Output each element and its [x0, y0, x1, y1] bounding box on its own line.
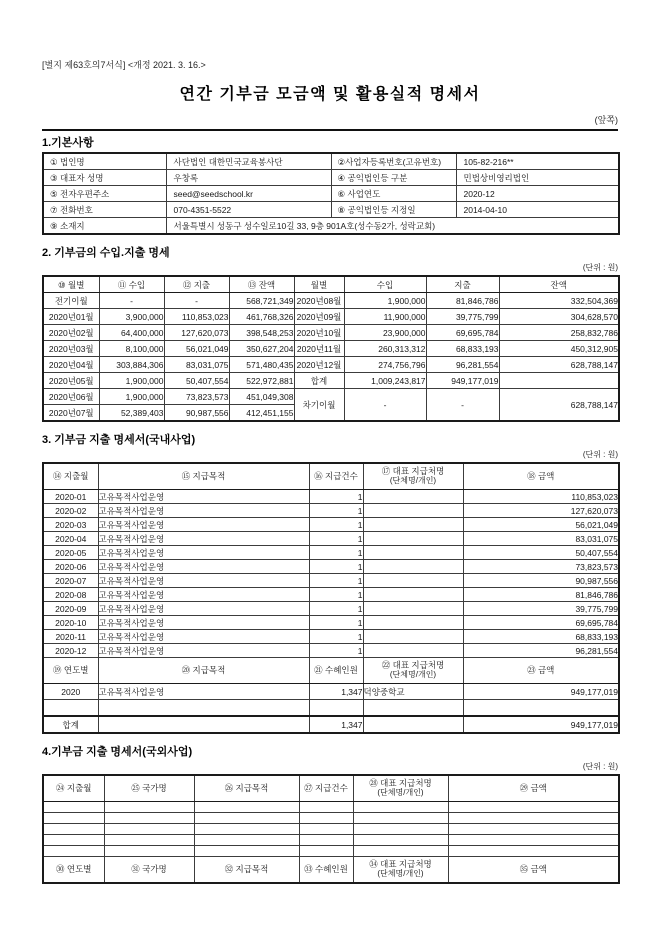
col-payee: ㉘ 대표 지급처명 (단체명/개인) — [353, 775, 448, 802]
payee-cell — [363, 490, 463, 504]
col-amount: ⑱ 금액 — [463, 463, 619, 490]
col-expense: 지출 — [426, 276, 499, 293]
col-beneficiaries: ㉑ 수혜인원 — [309, 658, 363, 684]
count-cell: 1 — [309, 616, 363, 630]
total-income-cell: 1,009,243,817 — [344, 373, 426, 389]
income-cell: 11,900,000 — [344, 309, 426, 325]
amount-cell: 56,021,049 — [463, 518, 619, 532]
purpose-cell: 고유목적사업운영 — [98, 644, 309, 658]
section4-heading: 4.기부금 지출 명세서(국외사업) — [42, 746, 193, 758]
empty-cell — [309, 700, 363, 717]
empty-cell — [353, 802, 448, 813]
field-label: ⑥ 사업연도 — [331, 186, 456, 202]
col-beneficiaries: ㉝ 수혜인원 — [299, 857, 353, 884]
domestic-month-row — [43, 588, 619, 602]
month-cell: 2020-12 — [43, 644, 98, 658]
empty-cell — [104, 835, 194, 846]
donation-flow-table — [42, 275, 620, 422]
empty-cell — [98, 716, 309, 733]
purpose-cell: 고유목적사업운영 — [98, 504, 309, 518]
payee-cell — [363, 504, 463, 518]
expense-cell: 96,281,554 — [426, 357, 499, 373]
balance-cell: 258,832,786 — [499, 325, 619, 341]
empty-cell — [194, 835, 299, 846]
flow-row — [43, 309, 619, 325]
payee-cell — [363, 560, 463, 574]
total-expense-cell: 949,177,019 — [426, 373, 499, 389]
empty-row — [43, 835, 619, 846]
income-cell: 260,313,312 — [344, 341, 426, 357]
expense-cell: 56,021,049 — [164, 341, 229, 357]
col-payment-purpose: ㉜ 지급목적 — [194, 857, 299, 884]
col-income: ⑪ 수입 — [99, 276, 164, 293]
page-title: 연간 기부금 모금액 및 활용실적 명세서 — [179, 86, 481, 103]
col-expense: ⑫ 지출 — [164, 276, 229, 293]
month-cell: 2020-08 — [43, 588, 98, 602]
overseas-month-header-row — [43, 775, 619, 802]
balance-cell: 412,451,155 — [229, 405, 294, 422]
domestic-month-row — [43, 560, 619, 574]
field-label: ④ 공익법인등 구분 — [331, 170, 456, 186]
empty-cell — [194, 846, 299, 857]
flow-row — [43, 357, 619, 373]
amount-cell: 68,833,193 — [463, 630, 619, 644]
purpose-cell: 고유목적사업운영 — [98, 574, 309, 588]
amount-cell: 96,281,554 — [463, 644, 619, 658]
domestic-month-row — [43, 504, 619, 518]
month-cell: 2020년02월 — [43, 325, 99, 341]
payee-cell — [363, 518, 463, 532]
purpose-cell: 고유목적사업운영 — [98, 532, 309, 546]
purpose-cell: 고유목적사업운영 — [98, 616, 309, 630]
empty-cell — [43, 846, 104, 857]
col-income: 수입 — [344, 276, 426, 293]
expense-cell: 90,987,556 — [164, 405, 229, 422]
page-side-label: (앞쪽) — [594, 115, 618, 125]
domestic-month-row — [43, 546, 619, 560]
col-amount: ㉙ 금액 — [448, 775, 619, 802]
domestic-month-row — [43, 574, 619, 588]
total-label-cell: 합계 — [294, 373, 344, 389]
purpose-cell: 고유목적사업운영 — [98, 588, 309, 602]
month-cell: 2020년03월 — [43, 341, 99, 357]
table-row — [43, 186, 619, 202]
month-cell: 2020-10 — [43, 616, 98, 630]
unit-label: (단위 : 원) — [582, 762, 618, 771]
income-cell: 1,900,000 — [99, 373, 164, 389]
empty-cell — [194, 824, 299, 835]
payee-cell — [363, 574, 463, 588]
empty-cell — [299, 824, 353, 835]
month-cell: 2020년10월 — [294, 325, 344, 341]
amount-cell: 110,853,023 — [463, 490, 619, 504]
purpose-cell: 고유목적사업운영 — [98, 518, 309, 532]
section2-heading: 2. 기부금의 수입.지출 명세 — [42, 247, 170, 259]
domestic-month-row — [43, 490, 619, 504]
amount-cell: 39,775,799 — [463, 602, 619, 616]
domestic-month-header-row — [43, 463, 619, 490]
empty-row — [43, 824, 619, 835]
empty-row — [43, 802, 619, 813]
income-cell: 8,100,000 — [99, 341, 164, 357]
expense-cell: 69,695,784 — [426, 325, 499, 341]
count-cell: 1 — [309, 644, 363, 658]
table-row — [43, 153, 619, 170]
empty-cell — [363, 716, 463, 733]
col-amount: ㉓ 금액 — [463, 658, 619, 684]
month-cell: 2020-09 — [43, 602, 98, 616]
empty-cell — [43, 700, 98, 717]
flow-row — [43, 341, 619, 357]
col-expense-month: ㉔ 지출월 — [43, 775, 104, 802]
unit-label: (단위 : 원) — [582, 263, 618, 272]
income-cell: 23,900,000 — [344, 325, 426, 341]
business-number-value: 105-82-216** — [456, 153, 619, 170]
business-year-value: 2020-12 — [456, 186, 619, 202]
income-cell: - — [99, 293, 164, 309]
section1-heading: 1.기본사항 — [42, 129, 618, 150]
col-payment-count: ⑯ 지급건수 — [309, 463, 363, 490]
year-cell: 2020 — [43, 684, 98, 700]
month-cell: 2020-01 — [43, 490, 98, 504]
col-payee: ㉒ 대표 지급처명 (단체명/개인) — [363, 658, 463, 684]
col-year: ㉚ 연도별 — [43, 857, 104, 884]
carryover-balance-cell: 628,788,147 — [499, 389, 619, 422]
col-month: ⑩ 월별 — [43, 276, 99, 293]
flow-header-row — [43, 276, 619, 293]
domestic-month-row — [43, 532, 619, 546]
balance-cell: 450,312,905 — [499, 341, 619, 357]
entity-type-value: 민법상비영리법인 — [456, 170, 619, 186]
total-amount-cell: 949,177,019 — [463, 716, 619, 733]
overseas-expenditure-table — [42, 774, 620, 884]
purpose-cell: 고유목적사업운영 — [98, 630, 309, 644]
domestic-expenditure-table — [42, 462, 620, 734]
amount-cell: 50,407,554 — [463, 546, 619, 560]
expense-cell: 39,775,799 — [426, 309, 499, 325]
col-payment-purpose: ⑮ 지급목적 — [98, 463, 309, 490]
count-cell: 1 — [309, 546, 363, 560]
domestic-month-row — [43, 630, 619, 644]
expense-cell: 83,031,075 — [164, 357, 229, 373]
count-cell: 1 — [309, 504, 363, 518]
amount-cell: 127,620,073 — [463, 504, 619, 518]
email-value: seed@seedschool.kr — [166, 186, 331, 202]
domestic-year-header-row — [43, 658, 619, 684]
payee-cell — [363, 616, 463, 630]
beneficiary-count-cell: 1,347 — [309, 684, 363, 700]
empty-cell — [104, 824, 194, 835]
month-cell: 2020년08월 — [294, 293, 344, 309]
empty-cell — [299, 835, 353, 846]
empty-cell — [448, 802, 619, 813]
empty-row — [43, 813, 619, 824]
empty-cell — [448, 824, 619, 835]
designation-date-value: 2014-04-10 — [456, 202, 619, 218]
payee-cell — [363, 644, 463, 658]
balance-cell: 304,628,570 — [499, 309, 619, 325]
month-cell: 2020-05 — [43, 546, 98, 560]
amount-cell: 90,987,556 — [463, 574, 619, 588]
empty-cell — [299, 802, 353, 813]
flow-row — [43, 293, 619, 309]
month-cell: 2020년06월 — [43, 389, 99, 405]
month-cell: 2020년01월 — [43, 309, 99, 325]
income-cell: 274,756,796 — [344, 357, 426, 373]
empty-cell — [299, 813, 353, 824]
empty-cell — [194, 813, 299, 824]
expense-cell: 127,620,073 — [164, 325, 229, 341]
col-payment-count: ㉗ 지급건수 — [299, 775, 353, 802]
total-label-cell: 합계 — [43, 716, 98, 733]
count-cell: 1 — [309, 602, 363, 616]
flow-row — [43, 373, 619, 389]
payee-cell — [363, 532, 463, 546]
balance-cell: 571,480,435 — [229, 357, 294, 373]
balance-cell: 332,504,369 — [499, 293, 619, 309]
empty-cell — [353, 846, 448, 857]
expense-cell: 81,846,786 — [426, 293, 499, 309]
balance-cell: 350,627,204 — [229, 341, 294, 357]
purpose-cell: 고유목적사업운영 — [98, 602, 309, 616]
empty-cell — [448, 813, 619, 824]
domestic-month-row — [43, 602, 619, 616]
empty-cell — [353, 835, 448, 846]
field-label: ⑤ 전자우편주소 — [43, 186, 166, 202]
field-label: ③ 대표자 성명 — [43, 170, 166, 186]
col-payee: ㉞ 대표 지급처명 (단체명/개인) — [353, 857, 448, 884]
field-label: ⑨ 소재지 — [43, 218, 166, 235]
empty-cell — [43, 835, 104, 846]
count-cell: 1 — [309, 490, 363, 504]
payee-cell: 덕양중학교 — [363, 684, 463, 700]
col-balance: ⑬ 잔액 — [229, 276, 294, 293]
expense-cell: 50,407,554 — [164, 373, 229, 389]
col-amount: ㉟ 금액 — [448, 857, 619, 884]
form-reference: [별지 제63호의7서식] <개정 2021. 3. 16.> — [42, 60, 206, 70]
empty-cell — [463, 700, 619, 717]
representative-value: 우창록 — [166, 170, 331, 186]
month-cell: 2020년12월 — [294, 357, 344, 373]
month-cell: 2020-06 — [43, 560, 98, 574]
flow-row — [43, 389, 619, 405]
empty-cell — [353, 813, 448, 824]
month-cell: 2020년11월 — [294, 341, 344, 357]
table-row — [43, 218, 619, 235]
domestic-month-row — [43, 518, 619, 532]
field-label: ⑦ 전화번호 — [43, 202, 166, 218]
amount-cell: 949,177,019 — [463, 684, 619, 700]
month-cell: 2020-07 — [43, 574, 98, 588]
count-cell: 1 — [309, 574, 363, 588]
empty-cell — [448, 846, 619, 857]
balance-cell: 628,788,147 — [499, 357, 619, 373]
total-beneficiary-cell: 1,347 — [309, 716, 363, 733]
count-cell: 1 — [309, 588, 363, 602]
month-cell: 2020년07월 — [43, 405, 99, 422]
col-country: ㉛ 국가명 — [104, 857, 194, 884]
income-cell: 64,400,000 — [99, 325, 164, 341]
empty-cell — [448, 835, 619, 846]
month-cell: 2020년09월 — [294, 309, 344, 325]
col-country: ㉕ 국가명 — [104, 775, 194, 802]
domestic-month-row — [43, 616, 619, 630]
empty-cell — [104, 802, 194, 813]
empty-cell — [363, 700, 463, 717]
empty-cell — [353, 824, 448, 835]
col-balance: 잔액 — [499, 276, 619, 293]
income-cell: 3,900,000 — [99, 309, 164, 325]
income-cell: 303,884,306 — [99, 357, 164, 373]
empty-cell — [98, 700, 309, 717]
col-month: 월별 — [294, 276, 344, 293]
basic-info-table — [42, 152, 620, 235]
empty-cell — [194, 802, 299, 813]
purpose-cell: 고유목적사업운영 — [98, 546, 309, 560]
carryover-label-cell: 차기이월 — [294, 389, 344, 422]
empty-cell — [43, 813, 104, 824]
table-row — [43, 202, 619, 218]
amount-cell: 69,695,784 — [463, 616, 619, 630]
payee-cell — [363, 630, 463, 644]
empty-cell — [499, 373, 619, 389]
balance-cell: 568,721,349 — [229, 293, 294, 309]
empty-cell — [104, 846, 194, 857]
count-cell: 1 — [309, 532, 363, 546]
empty-cell — [43, 802, 104, 813]
address-value: 서울특별시 성동구 성수일로10길 33, 9층 901A호(성수동2가, 성락교회) — [166, 218, 619, 235]
amount-cell: 81,846,786 — [463, 588, 619, 602]
domestic-total-row — [43, 716, 619, 733]
domestic-month-row — [43, 644, 619, 658]
month-cell: 2020-02 — [43, 504, 98, 518]
carryover-expense-cell: - — [426, 389, 499, 422]
amount-cell: 83,031,075 — [463, 532, 619, 546]
field-label: ① 법인명 — [43, 153, 166, 170]
corporation-name-value: 사단법인 대한민국교육봉사단 — [166, 153, 331, 170]
income-cell: 52,389,403 — [99, 405, 164, 422]
balance-cell: 398,548,253 — [229, 325, 294, 341]
balance-cell: 522,972,881 — [229, 373, 294, 389]
col-payment-purpose: ㉖ 지급목적 — [194, 775, 299, 802]
table-row — [43, 170, 619, 186]
flow-row — [43, 325, 619, 341]
empty-row — [43, 700, 619, 717]
count-cell: 1 — [309, 560, 363, 574]
balance-cell: 461,768,326 — [229, 309, 294, 325]
empty-row — [43, 846, 619, 857]
carryover-income-cell: - — [344, 389, 426, 422]
phone-value: 070-4351-5522 — [166, 202, 331, 218]
col-expense-month: ⑭ 지출월 — [43, 463, 98, 490]
month-cell: 2020-11 — [43, 630, 98, 644]
purpose-cell: 고유목적사업운영 — [98, 560, 309, 574]
field-label: ⑧ 공익법인등 지정일 — [331, 202, 456, 218]
purpose-cell: 고유목적사업운영 — [98, 490, 309, 504]
month-cell: 2020-03 — [43, 518, 98, 532]
domestic-year-row — [43, 684, 619, 700]
expense-cell: 68,833,193 — [426, 341, 499, 357]
expense-cell: 110,853,023 — [164, 309, 229, 325]
payee-cell — [363, 602, 463, 616]
field-label: ②사업자등록번호(고유번호) — [331, 153, 456, 170]
income-cell: 1,900,000 — [344, 293, 426, 309]
overseas-year-header-row — [43, 857, 619, 884]
month-cell: 2020년05월 — [43, 373, 99, 389]
col-payment-purpose: ⑳ 지급목적 — [98, 658, 309, 684]
income-cell: 1,900,000 — [99, 389, 164, 405]
month-cell: 전기이월 — [43, 293, 99, 309]
col-year: ⑲ 연도별 — [43, 658, 98, 684]
section3-heading: 3. 기부금 지출 명세서(국내사업) — [42, 434, 196, 446]
purpose-cell: 고유목적사업운영 — [98, 684, 309, 700]
empty-cell — [43, 824, 104, 835]
expense-cell: - — [164, 293, 229, 309]
col-payee: ⑰ 대표 지급처명 (단체명/개인) — [363, 463, 463, 490]
count-cell: 1 — [309, 518, 363, 532]
month-cell: 2020년04월 — [43, 357, 99, 373]
month-cell: 2020-04 — [43, 532, 98, 546]
expense-cell: 73,823,573 — [164, 389, 229, 405]
balance-cell: 451,049,308 — [229, 389, 294, 405]
payee-cell — [363, 588, 463, 602]
amount-cell: 73,823,573 — [463, 560, 619, 574]
payee-cell — [363, 546, 463, 560]
count-cell: 1 — [309, 630, 363, 644]
empty-cell — [104, 813, 194, 824]
empty-cell — [299, 846, 353, 857]
unit-label: (단위 : 원) — [582, 450, 618, 459]
